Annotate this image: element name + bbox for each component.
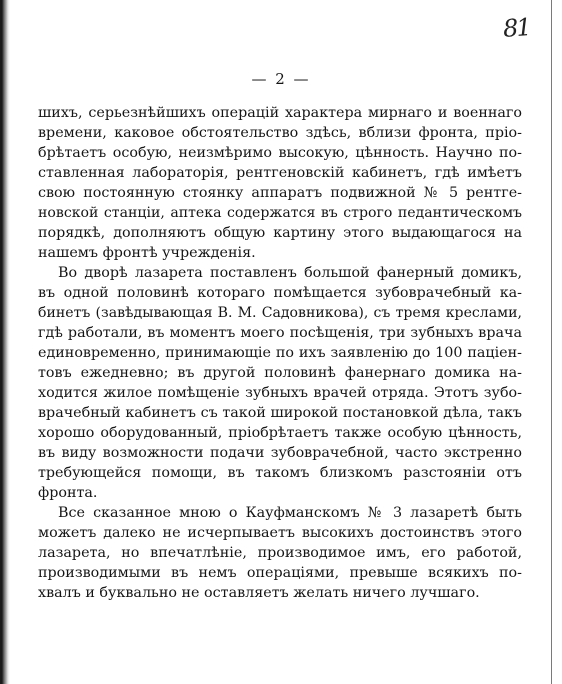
text-line: гдѣ работали, въ моментъ моего посѣщенія, три зубныхъ врача bbox=[38, 325, 522, 341]
text-line: бинетъ (завѣдывающая В. М. Садовникова), съ тремя креслами, bbox=[38, 305, 522, 321]
paragraph-1 bbox=[38, 103, 522, 263]
text-line: производимыми въ немъ операціями, превыше всякихъ по- bbox=[38, 565, 522, 581]
text-line: фронта. bbox=[38, 485, 98, 501]
text-line: нашемъ фронтѣ учрежденія. bbox=[38, 245, 256, 261]
text-line: новской станціи, аптека содержатся въ строго педантическомъ bbox=[38, 205, 522, 221]
text-line: свою постоянную стоянку аппаратъ подвижной № 5 рентге- bbox=[38, 185, 522, 201]
page-number: — 2 — bbox=[251, 70, 311, 88]
page-edge-line bbox=[551, 0, 552, 684]
text-line: ставленная лабораторія, рентгеновскій кабинетъ, гдѣ имѣетъ bbox=[38, 165, 522, 181]
text-line: единовременно, принимающіе по ихъ заявленію до 100 паціен- bbox=[38, 345, 522, 361]
text-line: лазарета, но впечатлѣніе, производимое имъ, его работой, bbox=[38, 545, 522, 561]
text-line: товъ ежедневно; въ другой половинѣ фанернаго домика на- bbox=[38, 365, 522, 381]
text-line: врачебный кабинетъ съ такой широкой постановкой дѣла, такъ bbox=[38, 405, 522, 421]
text-line: хвалъ и буквально не оставляетъ желать ничего лучшаго. bbox=[38, 585, 480, 601]
text-line: требующейся помощи, въ такомъ близкомъ разстояніи отъ bbox=[38, 465, 522, 481]
text-line: въ одной половинѣ котораго помѣщается зубоврачебный ка- bbox=[38, 285, 522, 301]
scan-edge-shadow bbox=[0, 0, 10, 684]
text-line: брѣтаетъ особую, неизмѣримо высокую, цѣнность. Научно по- bbox=[38, 145, 522, 161]
text-line: Все сказанное мною о Кауфманскомъ № 3 лазаретѣ быть bbox=[58, 505, 522, 521]
text-line: времени, каковое обстоятельство здѣсь, вблизи фронта, прiо- bbox=[38, 125, 522, 141]
paragraph-2 bbox=[38, 263, 522, 503]
text-line: Во дворѣ лазарета поставленъ большой фанерный домикъ, bbox=[58, 265, 522, 281]
text-line: хорошо оборудованный, пріобрѣтаетъ также особую цѣнность, bbox=[38, 425, 522, 441]
body-text bbox=[38, 103, 522, 603]
text-line: въ виду возможности подачи зубоврачебной, часто экстренно bbox=[38, 445, 522, 461]
paragraph-3 bbox=[38, 503, 522, 603]
text-line: порядкѣ, дополняютъ общую картину этого выдающагося на bbox=[38, 225, 522, 241]
text-line: можетъ далеко не исчерпываетъ высокихъ достоинствъ этого bbox=[38, 525, 522, 541]
text-line: ходится жилое помѣщеніе зубныхъ врачей отряда. Этотъ зубо- bbox=[38, 385, 522, 401]
text-line: шихъ, серьезнѣйшихъ операцій характера мирнаго и военнаго bbox=[38, 105, 522, 121]
handwritten-page-mark: 81 bbox=[502, 13, 531, 43]
